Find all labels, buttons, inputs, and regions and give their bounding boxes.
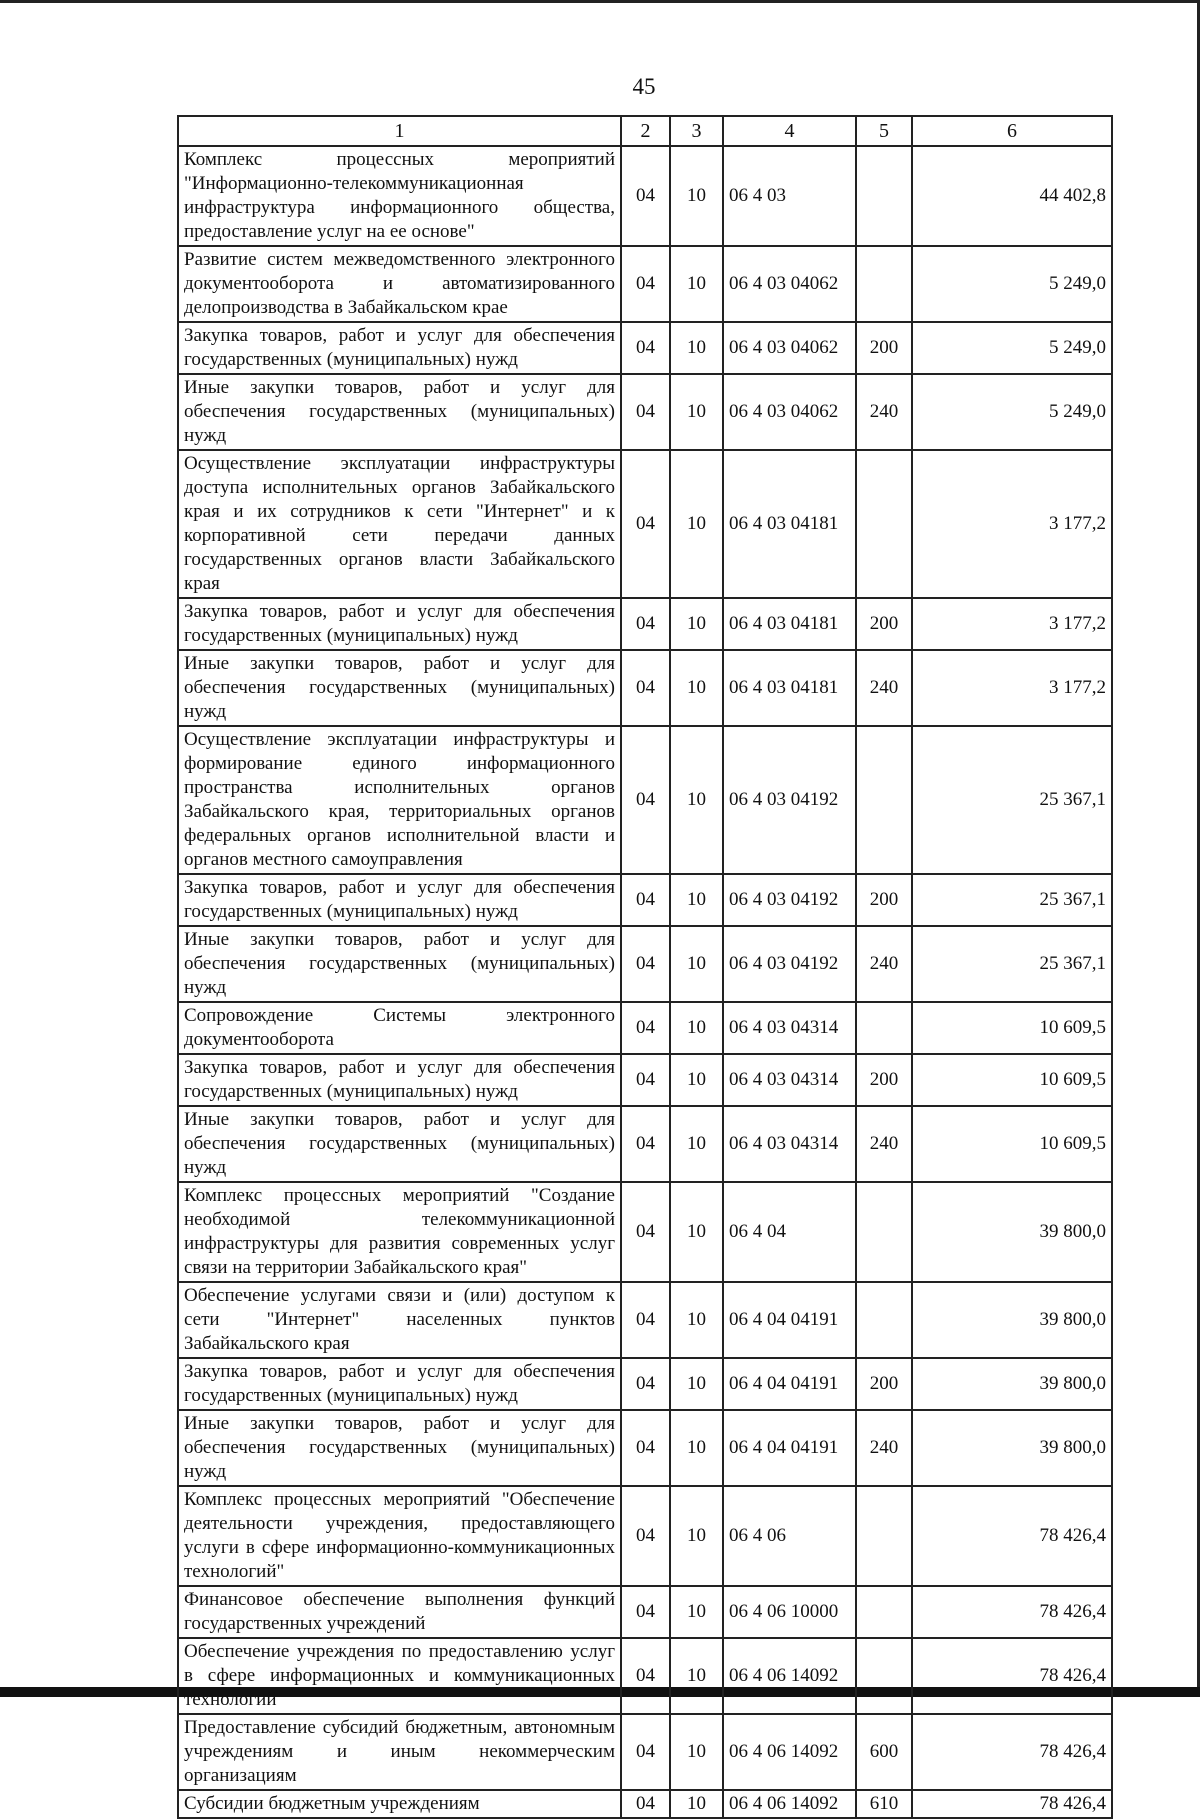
target-article-code: 06 4 03 04062 bbox=[723, 374, 856, 450]
expense-type-code: 240 bbox=[856, 1106, 912, 1182]
section-code: 04 bbox=[621, 374, 670, 450]
table-row bbox=[178, 1106, 1112, 1182]
section-code: 04 bbox=[621, 1054, 670, 1106]
row-description: Развитие систем межведомственного электронного документооборота и автоматизированного делопроизводства в Забайкальском крае bbox=[178, 246, 621, 322]
row-description: Комплекс процессных мероприятий "Обеспечение деятельности учреждения, предоставляющего услуги в сфере информационно-коммуникационных технологий" bbox=[178, 1486, 621, 1586]
subsection-code: 10 bbox=[670, 1638, 723, 1714]
subsection-code: 10 bbox=[670, 1106, 723, 1182]
amount: 10 609,5 bbox=[912, 1054, 1112, 1106]
subsection-code: 10 bbox=[670, 246, 723, 322]
amount: 39 800,0 bbox=[912, 1182, 1112, 1282]
section-code: 04 bbox=[621, 1358, 670, 1410]
row-description: Иные закупки товаров, работ и услуг для обеспечения государственных (муниципальных) нужд bbox=[178, 650, 621, 726]
table-row bbox=[178, 1054, 1112, 1106]
page-number: 45 bbox=[632, 74, 656, 99]
row-description: Субсидии бюджетным учреждениям bbox=[178, 1790, 621, 1818]
target-article-code: 06 4 03 04062 bbox=[723, 322, 856, 374]
row-description: Комплекс процессных мероприятий "Создание необходимой телекоммуникационной инфраструктуры для развития современных услуг связи на территории Забайкальского края" bbox=[178, 1182, 621, 1282]
section-code: 04 bbox=[621, 1586, 670, 1638]
amount: 3 177,2 bbox=[912, 450, 1112, 598]
table-row bbox=[178, 1790, 1112, 1818]
expense-type-code bbox=[856, 1002, 912, 1054]
row-description: Сопровождение Системы электронного документооборота bbox=[178, 1002, 621, 1054]
table-row bbox=[178, 598, 1112, 650]
target-article-code: 06 4 03 04181 bbox=[723, 650, 856, 726]
subsection-code: 10 bbox=[670, 374, 723, 450]
subsection-code: 10 bbox=[670, 146, 723, 246]
expense-type-code: 240 bbox=[856, 1410, 912, 1486]
table-row bbox=[178, 1714, 1112, 1790]
subsection-code: 10 bbox=[670, 1486, 723, 1586]
expense-type-code: 600 bbox=[856, 1714, 912, 1790]
amount: 3 177,2 bbox=[912, 598, 1112, 650]
expense-type-code: 610 bbox=[856, 1790, 912, 1818]
subsection-code: 10 bbox=[670, 874, 723, 926]
subsection-code: 10 bbox=[670, 322, 723, 374]
target-article-code: 06 4 06 bbox=[723, 1486, 856, 1586]
table-row bbox=[178, 726, 1112, 874]
subsection-code: 10 bbox=[670, 726, 723, 874]
amount: 78 426,4 bbox=[912, 1790, 1112, 1818]
header-row bbox=[178, 116, 1112, 146]
table-row bbox=[178, 374, 1112, 450]
table-row bbox=[178, 322, 1112, 374]
amount: 78 426,4 bbox=[912, 1486, 1112, 1586]
row-description: Осуществление эксплуатации инфраструктуры доступа исполнительных органов Забайкальского края и их сотрудников к сети "Интернет" и к корпоративной сети передачи данных государственных органов власти Забайкальского края bbox=[178, 450, 621, 598]
table-row bbox=[178, 926, 1112, 1002]
target-article-code: 06 4 03 04181 bbox=[723, 450, 856, 598]
expense-type-code bbox=[856, 146, 912, 246]
expense-type-code: 240 bbox=[856, 650, 912, 726]
section-code: 04 bbox=[621, 1790, 670, 1818]
table-row bbox=[178, 1586, 1112, 1638]
table-row bbox=[178, 1282, 1112, 1358]
row-description: Финансовое обеспечение выполнения функций государственных учреждений bbox=[178, 1586, 621, 1638]
subsection-code: 10 bbox=[670, 926, 723, 1002]
scan-border-top bbox=[0, 0, 1200, 3]
row-description: Обеспечение услугами связи и (или) доступом к сети "Интернет" населенных пунктов Забайкальского края bbox=[178, 1282, 621, 1358]
row-description: Комплекс процессных мероприятий "Информационно-телекоммуникационная инфраструктура информационного общества, предоставление услуг на ее основе" bbox=[178, 146, 621, 246]
table-body bbox=[178, 146, 1112, 1818]
target-article-code: 06 4 06 10000 bbox=[723, 1586, 856, 1638]
amount: 39 800,0 bbox=[912, 1282, 1112, 1358]
target-article-code: 06 4 04 04191 bbox=[723, 1410, 856, 1486]
section-code: 04 bbox=[621, 146, 670, 246]
expense-type-code: 200 bbox=[856, 322, 912, 374]
expense-type-code: 200 bbox=[856, 1054, 912, 1106]
amount: 44 402,8 bbox=[912, 146, 1112, 246]
amount: 5 249,0 bbox=[912, 246, 1112, 322]
table-row bbox=[178, 450, 1112, 598]
amount: 10 609,5 bbox=[912, 1002, 1112, 1054]
subsection-code: 10 bbox=[670, 1002, 723, 1054]
table-row bbox=[178, 146, 1112, 246]
table-row bbox=[178, 1182, 1112, 1282]
target-article-code: 06 4 03 04192 bbox=[723, 874, 856, 926]
subsection-code: 10 bbox=[670, 1054, 723, 1106]
subsection-code: 10 bbox=[670, 1182, 723, 1282]
target-article-code: 06 4 06 14092 bbox=[723, 1714, 856, 1790]
row-description: Иные закупки товаров, работ и услуг для обеспечения государственных (муниципальных) нужд bbox=[178, 1410, 621, 1486]
amount: 5 249,0 bbox=[912, 322, 1112, 374]
amount: 25 367,1 bbox=[912, 926, 1112, 1002]
section-code: 04 bbox=[621, 598, 670, 650]
section-code: 04 bbox=[621, 874, 670, 926]
expense-type-code bbox=[856, 1586, 912, 1638]
subsection-code: 10 bbox=[670, 1410, 723, 1486]
amount: 78 426,4 bbox=[912, 1714, 1112, 1790]
expense-type-code bbox=[856, 1282, 912, 1358]
section-code: 04 bbox=[621, 450, 670, 598]
column-header-5: 5 bbox=[856, 116, 912, 146]
row-description: Закупка товаров, работ и услуг для обеспечения государственных (муниципальных) нужд bbox=[178, 322, 621, 374]
section-code: 04 bbox=[621, 246, 670, 322]
section-code: 04 bbox=[621, 1410, 670, 1486]
target-article-code: 06 4 04 04191 bbox=[723, 1358, 856, 1410]
expense-type-code bbox=[856, 450, 912, 598]
target-article-code: 06 4 06 14092 bbox=[723, 1790, 856, 1818]
amount: 10 609,5 bbox=[912, 1106, 1112, 1182]
section-code: 04 bbox=[621, 1002, 670, 1054]
table-row bbox=[178, 246, 1112, 322]
section-code: 04 bbox=[621, 726, 670, 874]
section-code: 04 bbox=[621, 1486, 670, 1586]
expense-type-code: 200 bbox=[856, 1358, 912, 1410]
amount: 78 426,4 bbox=[912, 1586, 1112, 1638]
target-article-code: 06 4 03 04314 bbox=[723, 1002, 856, 1054]
section-code: 04 bbox=[621, 650, 670, 726]
table-row bbox=[178, 1486, 1112, 1586]
target-article-code: 06 4 03 04181 bbox=[723, 598, 856, 650]
amount: 5 249,0 bbox=[912, 374, 1112, 450]
expense-type-code bbox=[856, 246, 912, 322]
amount: 39 800,0 bbox=[912, 1358, 1112, 1410]
row-description: Иные закупки товаров, работ и услуг для обеспечения государственных (муниципальных) нужд bbox=[178, 926, 621, 1002]
amount: 78 426,4 bbox=[912, 1638, 1112, 1714]
target-article-code: 06 4 03 04192 bbox=[723, 726, 856, 874]
subsection-code: 10 bbox=[670, 450, 723, 598]
section-code: 04 bbox=[621, 1282, 670, 1358]
expense-type-code: 200 bbox=[856, 874, 912, 926]
amount: 39 800,0 bbox=[912, 1410, 1112, 1486]
subsection-code: 10 bbox=[670, 1790, 723, 1818]
row-description: Иные закупки товаров, работ и услуг для обеспечения государственных (муниципальных) нужд bbox=[178, 374, 621, 450]
table-row bbox=[178, 1002, 1112, 1054]
amount: 25 367,1 bbox=[912, 874, 1112, 926]
section-code: 04 bbox=[621, 1182, 670, 1282]
target-article-code: 06 4 03 04192 bbox=[723, 926, 856, 1002]
table-row bbox=[178, 1638, 1112, 1714]
budget-table bbox=[177, 115, 1113, 1819]
expense-type-code: 200 bbox=[856, 598, 912, 650]
target-article-code: 06 4 03 bbox=[723, 146, 856, 246]
subsection-code: 10 bbox=[670, 1358, 723, 1410]
subsection-code: 10 bbox=[670, 1586, 723, 1638]
expense-type-code bbox=[856, 726, 912, 874]
table-row bbox=[178, 650, 1112, 726]
subsection-code: 10 bbox=[670, 598, 723, 650]
target-article-code: 06 4 03 04062 bbox=[723, 246, 856, 322]
row-description: Обеспечение учреждения по предоставлению услуг в сфере информационных и коммуникационных технологий bbox=[178, 1638, 621, 1714]
target-article-code: 06 4 03 04314 bbox=[723, 1106, 856, 1182]
row-description: Иные закупки товаров, работ и услуг для обеспечения государственных (муниципальных) нужд bbox=[178, 1106, 621, 1182]
column-header-4: 4 bbox=[723, 116, 856, 146]
row-description: Предоставление субсидий бюджетным, автономным учреждениям и иным некоммерческим организациям bbox=[178, 1714, 621, 1790]
section-code: 04 bbox=[621, 1106, 670, 1182]
amount: 3 177,2 bbox=[912, 650, 1112, 726]
expense-type-code bbox=[856, 1486, 912, 1586]
row-description: Закупка товаров, работ и услуг для обеспечения государственных (муниципальных) нужд bbox=[178, 598, 621, 650]
column-header-2: 2 bbox=[621, 116, 670, 146]
section-code: 04 bbox=[621, 1714, 670, 1790]
row-description: Закупка товаров, работ и услуг для обеспечения государственных (муниципальных) нужд bbox=[178, 1358, 621, 1410]
subsection-code: 10 bbox=[670, 1282, 723, 1358]
section-code: 04 bbox=[621, 926, 670, 1002]
subsection-code: 10 bbox=[670, 650, 723, 726]
subsection-code: 10 bbox=[670, 1714, 723, 1790]
target-article-code: 06 4 04 bbox=[723, 1182, 856, 1282]
column-header-6: 6 bbox=[912, 116, 1112, 146]
target-article-code: 06 4 06 14092 bbox=[723, 1638, 856, 1714]
expense-type-code bbox=[856, 1182, 912, 1282]
section-code: 04 bbox=[621, 322, 670, 374]
expense-type-code: 240 bbox=[856, 926, 912, 1002]
table-row bbox=[178, 874, 1112, 926]
row-description: Закупка товаров, работ и услуг для обеспечения государственных (муниципальных) нужд bbox=[178, 1054, 621, 1106]
table-row bbox=[178, 1358, 1112, 1410]
column-header-1: 1 bbox=[178, 116, 621, 146]
section-code: 04 bbox=[621, 1638, 670, 1714]
expense-type-code bbox=[856, 1638, 912, 1714]
table-row bbox=[178, 1410, 1112, 1486]
column-header-3: 3 bbox=[670, 116, 723, 146]
target-article-code: 06 4 03 04314 bbox=[723, 1054, 856, 1106]
target-article-code: 06 4 04 04191 bbox=[723, 1282, 856, 1358]
amount: 25 367,1 bbox=[912, 726, 1112, 874]
row-description: Осуществление эксплуатации инфраструктуры и формирование единого информационного пространства исполнительных органов Забайкальского края, территориальных органов федеральных органов исполнительной власти и органов местного самоуправления bbox=[178, 726, 621, 874]
row-description: Закупка товаров, работ и услуг для обеспечения государственных (муниципальных) нужд bbox=[178, 874, 621, 926]
expense-type-code: 240 bbox=[856, 374, 912, 450]
